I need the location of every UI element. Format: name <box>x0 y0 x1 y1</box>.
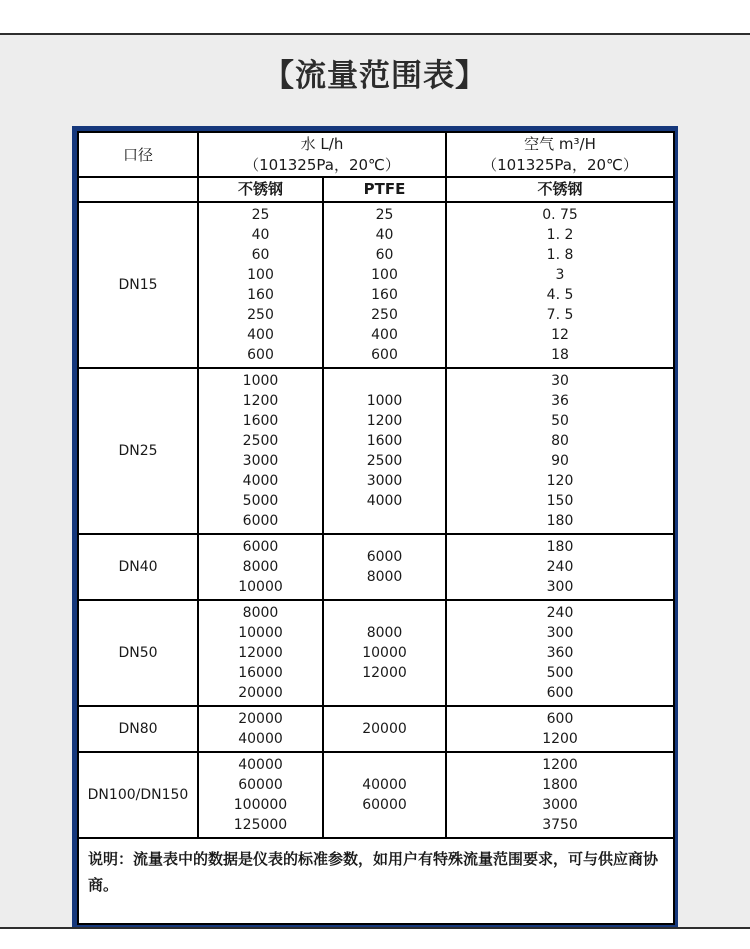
value-line: 8000 <box>242 605 279 621</box>
value-line: 1200 <box>242 393 279 409</box>
value-line: 1200 <box>542 731 578 747</box>
value-line: 300 <box>546 579 574 595</box>
value-line: 60000 <box>362 797 407 813</box>
value-line: 125000 <box>233 817 288 833</box>
header-air-title: 空气 m³/H <box>524 134 596 153</box>
value-line: 60 <box>375 247 394 263</box>
value-line: 1. 2 <box>546 227 574 243</box>
cell-air-stainless <box>446 368 674 534</box>
value-line: 6000 <box>242 513 279 529</box>
value-line: 12 <box>551 327 569 343</box>
value-line: 40000 <box>238 757 283 773</box>
value-line: 300 <box>546 625 574 641</box>
value-line: 50 <box>551 413 569 429</box>
cell-water-stainless <box>198 752 323 838</box>
value-line: 20000 <box>238 685 283 701</box>
value-line: 2500 <box>366 453 403 469</box>
value-line: 360 <box>546 645 574 661</box>
value-line: 1600 <box>366 433 403 449</box>
table-row <box>78 752 674 838</box>
value-line: 600 <box>371 347 398 363</box>
value-line: 1. 8 <box>546 247 574 263</box>
page-title: 【流量范围表】 <box>263 58 487 94</box>
value-line: 5000 <box>242 493 279 509</box>
cell-diameter: DN25 <box>78 368 198 534</box>
value-line: 1600 <box>242 413 279 429</box>
value-line: 90 <box>551 453 569 469</box>
value-line: 4000 <box>366 493 403 509</box>
value-line: 100 <box>371 267 398 283</box>
value-line: 3750 <box>542 817 578 833</box>
table-row <box>78 368 674 534</box>
value-line: 160 <box>371 287 398 303</box>
value-line: 40000 <box>362 777 407 793</box>
cell-water-stainless <box>198 368 323 534</box>
header-sub-water-stainless: 不锈钢 <box>198 177 323 202</box>
value-line: 8000 <box>366 569 403 585</box>
value-line: 1200 <box>542 757 578 773</box>
header-row-sub <box>78 177 674 202</box>
value-line: 18 <box>551 347 569 363</box>
value-line: 100 <box>247 267 274 283</box>
flow-range-table <box>77 131 675 925</box>
value-line: 400 <box>371 327 398 343</box>
header-sub-air-stainless: 不锈钢 <box>446 177 674 202</box>
value-line: 180 <box>546 539 574 555</box>
table-row <box>78 202 674 368</box>
value-line: 2500 <box>242 433 279 449</box>
header-air-condition: （101325Pa，20℃） <box>482 155 638 174</box>
bottom-rule <box>0 927 750 929</box>
top-margin <box>0 0 750 33</box>
value-line: 20000 <box>362 721 407 737</box>
cell-diameter: DN15 <box>78 202 198 368</box>
table-row <box>78 706 674 752</box>
value-line: 1200 <box>366 413 403 429</box>
value-line: 3000 <box>366 473 403 489</box>
table-row <box>78 534 674 600</box>
cell-water-ptfe <box>323 706 446 752</box>
value-line: 240 <box>546 605 574 621</box>
value-line: 600 <box>247 347 274 363</box>
header-diameter: 口径 <box>78 132 198 177</box>
header-air <box>446 132 674 177</box>
header-water <box>198 132 446 177</box>
table-frame <box>72 126 678 927</box>
value-line: 120 <box>546 473 574 489</box>
header-sub-water-ptfe: PTFE <box>323 177 446 202</box>
value-line: 40 <box>375 227 394 243</box>
value-line: 3000 <box>542 797 578 813</box>
cell-diameter: DN100/DN150 <box>78 752 198 838</box>
value-line: 40 <box>251 227 270 243</box>
value-line: 25 <box>251 207 270 223</box>
cell-air-stainless <box>446 706 674 752</box>
cell-diameter: DN80 <box>78 706 198 752</box>
value-line: 250 <box>371 307 398 323</box>
value-line: 10000 <box>238 579 283 595</box>
value-line: 25 <box>375 207 394 223</box>
cell-water-ptfe <box>323 600 446 706</box>
value-line: 100000 <box>233 797 288 813</box>
value-line: 10000 <box>362 645 407 661</box>
table-row <box>78 600 674 706</box>
value-line: 4000 <box>242 473 279 489</box>
value-line: 60000 <box>238 777 283 793</box>
value-line: 600 <box>546 711 574 727</box>
value-line: 400 <box>247 327 274 343</box>
table-note-section <box>78 838 674 924</box>
cell-water-stainless <box>198 534 323 600</box>
value-line: 12000 <box>362 665 407 681</box>
cell-water-ptfe <box>323 202 446 368</box>
cell-diameter: DN50 <box>78 600 198 706</box>
value-line: 40000 <box>238 731 283 747</box>
value-line: 30 <box>551 373 569 389</box>
cell-water-stainless <box>198 600 323 706</box>
value-line: 16000 <box>238 665 283 681</box>
value-line: 240 <box>546 559 574 575</box>
value-line: 180 <box>546 513 574 529</box>
value-line: 60 <box>251 247 270 263</box>
value-line: 600 <box>546 685 574 701</box>
cell-air-stainless <box>446 534 674 600</box>
header-water-condition: （101325Pa，20℃） <box>244 155 400 174</box>
value-line: 250 <box>247 307 274 323</box>
value-line: 7. 5 <box>546 307 574 323</box>
value-line: 4. 5 <box>546 287 574 303</box>
value-line: 8000 <box>366 625 403 641</box>
content-area <box>0 35 750 927</box>
value-line: 1000 <box>242 373 279 389</box>
value-line: 12000 <box>238 645 283 661</box>
value-line: 6000 <box>242 539 279 555</box>
value-line: 150 <box>546 493 574 509</box>
value-line: 3000 <box>242 453 279 469</box>
cell-water-ptfe <box>323 534 446 600</box>
value-line: 36 <box>551 393 569 409</box>
value-line: 80 <box>551 433 569 449</box>
value-line: 20000 <box>238 711 283 727</box>
value-line: 3 <box>555 267 565 283</box>
cell-air-stainless <box>446 600 674 706</box>
value-line: 160 <box>247 287 274 303</box>
note-row <box>78 838 674 924</box>
value-line: 6000 <box>366 549 403 565</box>
value-line: 1800 <box>542 777 578 793</box>
cell-air-stainless <box>446 202 674 368</box>
value-line: 10000 <box>238 625 283 641</box>
value-line: 0. 75 <box>542 207 578 223</box>
header-row-main <box>78 132 674 177</box>
cell-air-stainless <box>446 752 674 838</box>
value-line: 8000 <box>242 559 279 575</box>
header-sub-blank <box>78 177 198 202</box>
cell-water-stainless <box>198 202 323 368</box>
value-line: 500 <box>546 665 574 681</box>
table-body <box>78 202 674 838</box>
cell-diameter: DN40 <box>78 534 198 600</box>
value-line: 1000 <box>366 393 403 409</box>
header-water-title: 水 L/h <box>300 134 344 153</box>
cell-water-ptfe <box>323 368 446 534</box>
note-text: 说明：流量表中的数据是仪表的标准参数，如用户有特殊流量范围要求，可与供应商协商。 <box>78 838 674 924</box>
cell-water-stainless <box>198 706 323 752</box>
cell-water-ptfe <box>323 752 446 838</box>
